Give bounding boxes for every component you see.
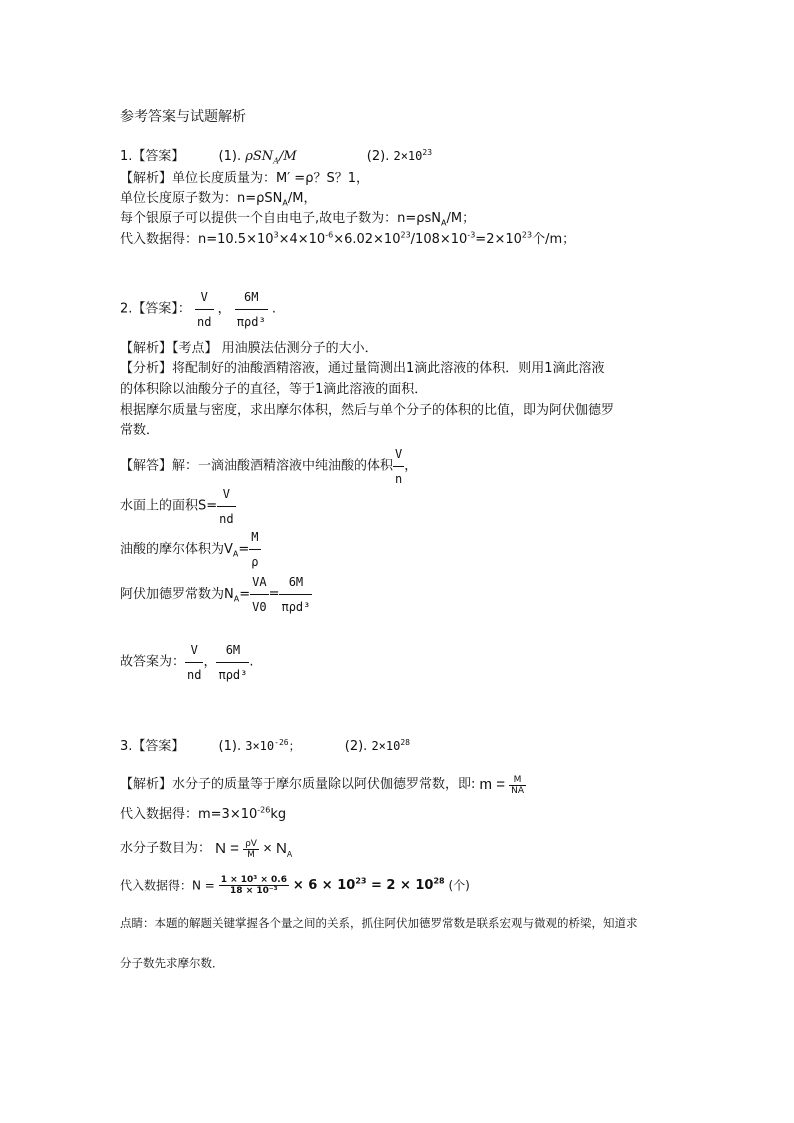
- q2-kaodian: 【解析】【考点】 用油膜法估测分子的大小．: [120, 341, 378, 356]
- q2-answer-head: 2.【答案】：: [120, 301, 191, 317]
- q1-answer-1: ρSN$_A$/M: [245, 149, 297, 166]
- q3-substitution-fraction: $\frac{\text{1 × 10³ × 0.6}}{\text{18 × 10⁻³}}$: [220, 875, 287, 896]
- q3-mass-fraction: $\frac{M}{NA}$: [511, 774, 524, 796]
- q1-answer-line: 1.【答案】 (1). ρSN$_A$/M (2). $2\times 10^{23}$: [120, 148, 433, 166]
- q2-answer-line: 2.【答案】： $\frac{V}{nd}$ ， $\frac{6M}{\text{πρd³}}$ .: [120, 285, 276, 334]
- q2-area-line: 水面上的面积S= $\frac{V}{nd}$: [120, 482, 236, 531]
- q1-answer-head: 1.【答案】: [120, 149, 185, 164]
- q2-area-fraction: $\frac{V}{nd}$: [217, 482, 235, 531]
- q2-answer-fraction-2: $\frac{6M}{\text{πρd³}}$: [235, 285, 268, 334]
- q1-analysis-3: 每个银原子可以提供一个自由电子,故电子数为：n=ρsN$_A$/M；: [120, 211, 476, 228]
- q3-answer-1: $3\times 10^{-26}$；: [245, 738, 301, 753]
- q3-dianjing-2: 分子数先求摩尔数．: [120, 956, 224, 970]
- q3-answer-head: 3.【答案】: [120, 739, 185, 754]
- q2-fenxi-4: 常数．: [120, 423, 160, 438]
- q1-analysis-4: 代入数据得：$n=10.5\times 10^3\times 4\times 10^{-6}\times 6.02\times 10^{23}/108\times 10^{-3}=2\times 10^{23}$个/m；: [120, 230, 576, 247]
- q3-dianjing-1: 点睛：本题的解题关键掌握各个量之间的关系，抓住阿伏加德罗常数是联系宏观与微观的桥梁，知道求: [120, 916, 638, 930]
- q3-answer-2: $2\times 10^{28}$: [371, 738, 410, 753]
- q2-avogadro-fraction-2: $\frac{6M}{\text{πρd³}}$: [279, 570, 312, 619]
- q2-fenxi-3: 根据摩尔质量与密度，求出摩尔体积，然后与单个分子的体积的比值，即为阿伏伽德罗: [120, 403, 615, 418]
- q3-answer-line: 3.【答案】 (1). $3\times 10^{-26}$； (2). $2\times 10^{28}$: [120, 738, 410, 754]
- q2-answer-fraction-1: $\frac{V}{nd}$: [195, 285, 213, 334]
- q1-analysis-1: 【解析】单位长度质量为：M′ =ρ？S？1，: [120, 171, 369, 186]
- q3-jiexi-line: 【解析】水分子的质量等于摩尔质量除以阿伏伽德罗常数，即: m = $\frac{M}{NA}$: [120, 774, 524, 796]
- q3-substitution-2: 代入数据得：N = $\frac{\text{1 × 10³ × 0.6}}{\text{18 × 10⁻³}}$ × $6 \times 10^{23} = 2 \times 10^{28}$ (个): [120, 875, 470, 896]
- q2-jieda-line: 【解答】解：一滴油酸酒精溶液中纯油酸的体积 $\frac{V}{n}$ ，: [120, 442, 417, 491]
- q2-final-line: 故答案为： $\frac{V}{nd}$ ， $\frac{6M}{\text{πρd³}}$ .: [120, 638, 254, 687]
- q3-substitution-1: 代入数据得：$m=3\times 10^{-26}kg$: [120, 805, 287, 822]
- q2-molar-volume-line: 油酸的摩尔体积为$V_A=$ $\frac{M}{\rho}$: [120, 525, 261, 574]
- q2-avogadro-fraction-1: $\frac{VA}{V0}$: [250, 570, 268, 619]
- q3-count-fraction: $\frac{\rho V}{M}$: [245, 838, 257, 860]
- q1-answer-2: $2\times 10^{23}$: [393, 148, 433, 163]
- q2-fenxi-2: 的体积除以油酸分子的直径，等于1滴此溶液的面积．: [120, 382, 428, 397]
- page-title: 参考答案与试题解析: [120, 109, 246, 125]
- q1-analysis-2: 单位长度原子数为：n=ρSN$_A$/M，: [120, 191, 317, 208]
- q2-avogadro-line: 阿伏加德罗常数为$N_A=$ $\frac{VA}{V0}$ = $\frac{6M}{\text{πρd³}}$: [120, 570, 312, 619]
- q2-fenxi-1: 【分析】将配制好的油酸酒精溶液，通过量筒测出1滴此溶液的体积．则用1滴此溶液: [120, 361, 605, 376]
- q2-final-fraction-1: $\frac{V}{nd}$: [185, 638, 203, 687]
- q2-molar-fraction: $\frac{M}{\rho}$: [249, 525, 260, 574]
- q2-final-fraction-2: $\frac{6M}{\text{πρd³}}$: [216, 638, 249, 687]
- q2-volume-fraction: $\frac{V}{n}$: [393, 442, 404, 491]
- q3-count-line: 水分子数目为： N = $\frac{\rho V}{M}$ × $N_A$: [120, 838, 293, 860]
